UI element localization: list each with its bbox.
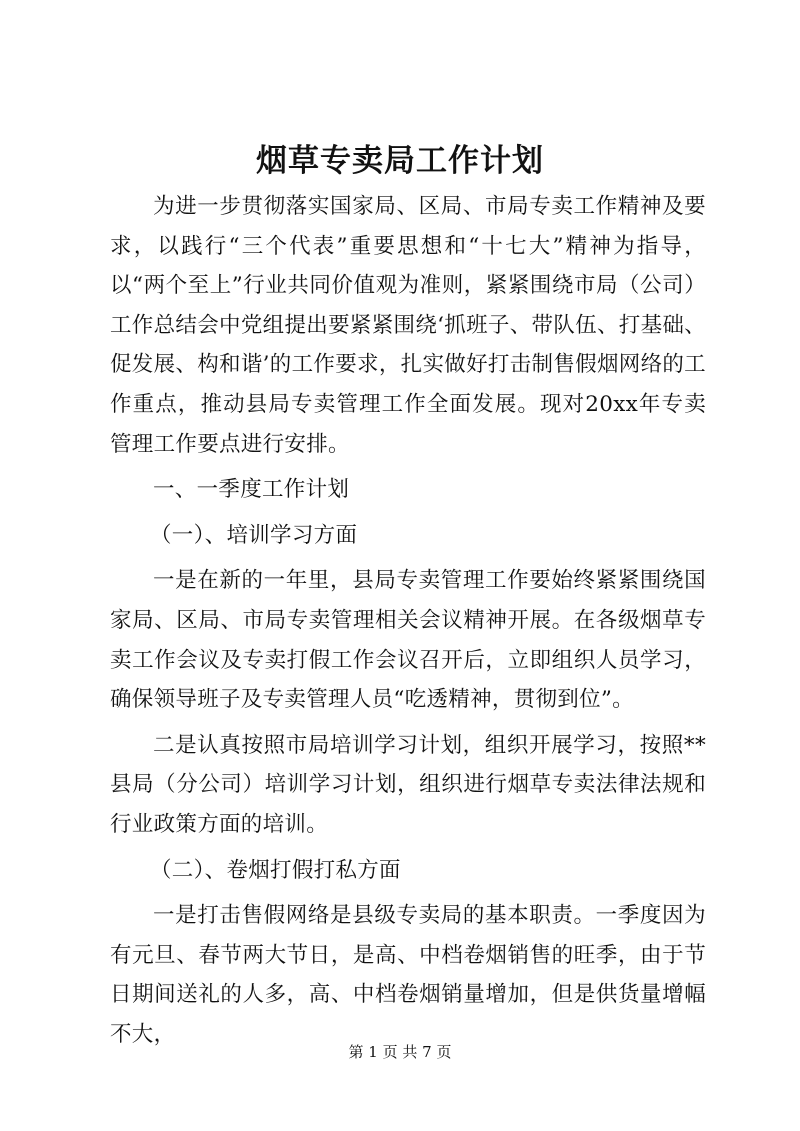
subsection-heading-anti-counterfeit: （二）、卷烟打假打私方面 bbox=[150, 857, 401, 883]
anti-counterfeit-paragraph-1: 一是打击售假网络是县级专卖局的基本职责。一季度因为有元旦、春节两大节日，是高、中档卷烟销售的旺季，由于节日期间送礼的人多，高、中档卷烟销量增加，但是供货量增幅不大， bbox=[110, 903, 706, 1047]
subsection-heading-training: （一）、培训学习方面 bbox=[150, 522, 358, 548]
document-title: 烟草专卖局工作计划 bbox=[256, 143, 544, 179]
section-heading-q1: 一、一季度工作计划 bbox=[153, 477, 350, 503]
document-body bbox=[110, 187, 706, 1054]
training-paragraph-1: 一是在新的一年里，县局专卖管理工作要始终紧紧围绕国家局、区局、市局专卖管理相关会议精神开展。在各级烟草专卖工作会议及专卖打假工作会议召开后，立即组织人员学习，确保领导班子及专卖管理人员“吃透精神，贯彻到位”。 bbox=[110, 568, 706, 713]
intro-paragraph: 为进一步贯彻落实国家局、区局、市局专卖工作精神及要求，以践行“三个代表”重要思想和“十七大”精神为指导，以“两个至上”行业共同价值观为准则，紧紧围绕市局（公司）工作总结会中党组提出要紧紧围绕‘抓班子、带队伍、打基础、促发展、构和谐’的工作要求，扎实做好打击制售假烟网络的工作重点，推动县局专卖管理工作全面发展。现对20xx年专卖管理工作要点进行安排。 bbox=[110, 194, 706, 457]
page-footer: 第 1 页 共 7 页 bbox=[348, 1043, 452, 1061]
training-paragraph-2: 二是认真按照市局培训学习计划，组织开展学习，按照**县局（分公司）培训学习计划，组织进行烟草专卖法律法规和行业政策方面的培训。 bbox=[110, 732, 706, 837]
